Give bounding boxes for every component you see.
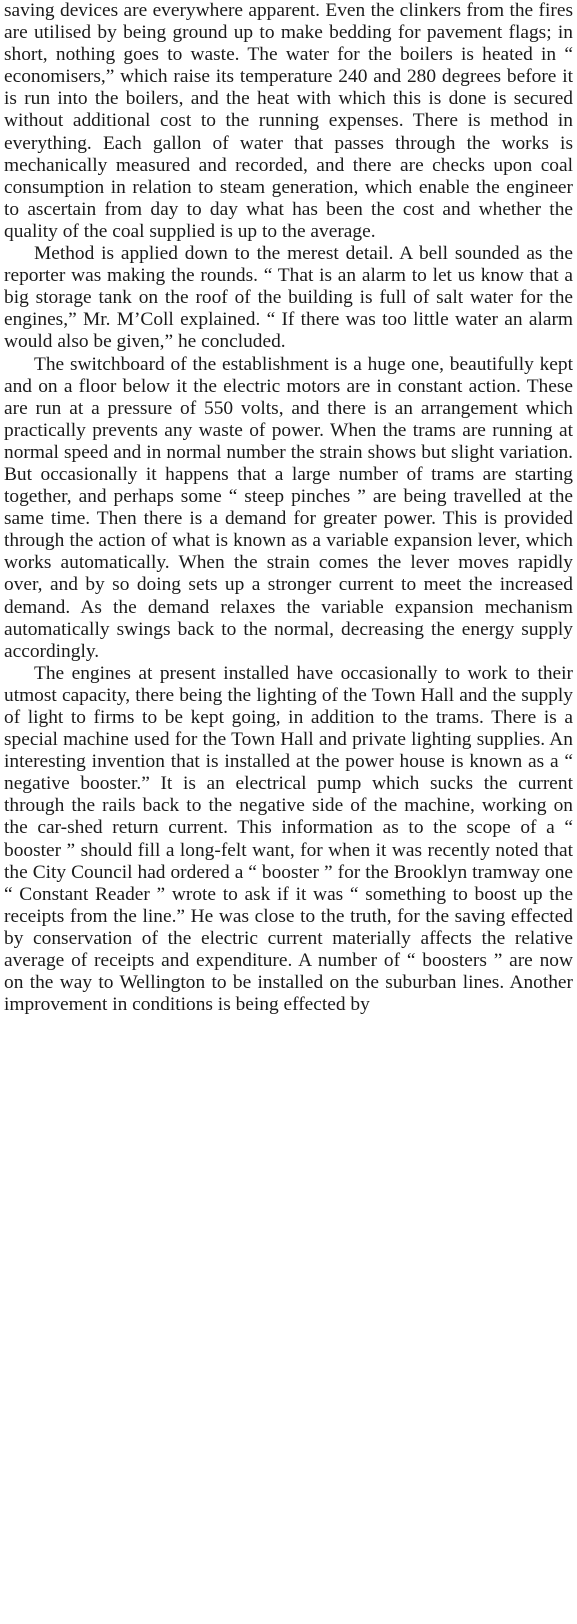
paragraph-boiler-economy: saving devices are everywhere apparent. Even the clinkers from the fires are utilised by being ground up to make bedding for pavement flags; in short, nothing goes to waste. The water for the boilers is heated in “ economisers,” which raise its temperature 240 and 280 degrees before it is run into the boilers, and the heat with which this is done is secured without additional cost to the running expenses. There is method in everything. Each gallon of water that passes through the works is mechanically measured and recorded, and there are checks upon coal consumption in relation to steam generation, which enable the engineer to ascertain from day to day what has been the cost and whether the quality of the coal supplied is up to the average. [4,0,573,242]
paragraph-alarm-bell: Method is applied down to the merest detail. A bell sounded as the reporter was making the rounds. “ That is an alarm to let us know that a big storage tank on the roof of the building is full of salt water for the engines,” Mr. M’Coll explained. “ If there was too little water an alarm would also be given,” he concluded. [4,243,573,353]
article-column [4,0,573,1016]
paragraph-switchboard: The switchboard of the establishment is a huge one, beautifully kept and on a floor below it the electric motors are in constant action. These are run at a pressure of 550 volts, and there is an arrangement which practically prevents any waste of power. When the trams are running at normal speed and in normal number the strain shows but slight variation. But occasionally it happens that a large number of trams are starting together, and perhaps some “ steep pinches ” are being travelled at the same time. Then there is a demand for greater power. This is provided through the action of what is known as a variable expansion lever, which works automatically. When the strain comes the lever moves rapidly over, and by so doing sets up a stronger current to meet the increased demand. As the demand relaxes the variable expansion mechanism automatically swings back to the normal, decreasing the energy supply accordingly. [4,353,573,662]
paragraph-engines-booster: The engines at present installed have occasionally to work to their utmost capacity, there being the lighting of the Town Hall and the supply of light to firms to be kept going, in addition to the trams. There is a special machine used for the Town Hall and private lighting supplies. An interesting invention that is installed at the power house is known as a “ negative booster.” It is an electrical pump which sucks the current through the rails back to the negative side of the machine, working on the car-shed return current. This information as to the scope of a “ booster ” should fill a long-felt want, for when it was recently noted that the City Council had ordered a “ booster ” for the Brooklyn tramway one “ Constant Reader ” wrote to ask if it was “ something to boost up the receipts from the line.” He was close to the truth, for the saving effected by conservation of the electric current materially affects the relative average of receipts and expenditure. A number of “ boosters ” are now on the way to Wellington to be installed on the suburban lines. Another improvement in conditions is being effected by [4,662,573,1016]
